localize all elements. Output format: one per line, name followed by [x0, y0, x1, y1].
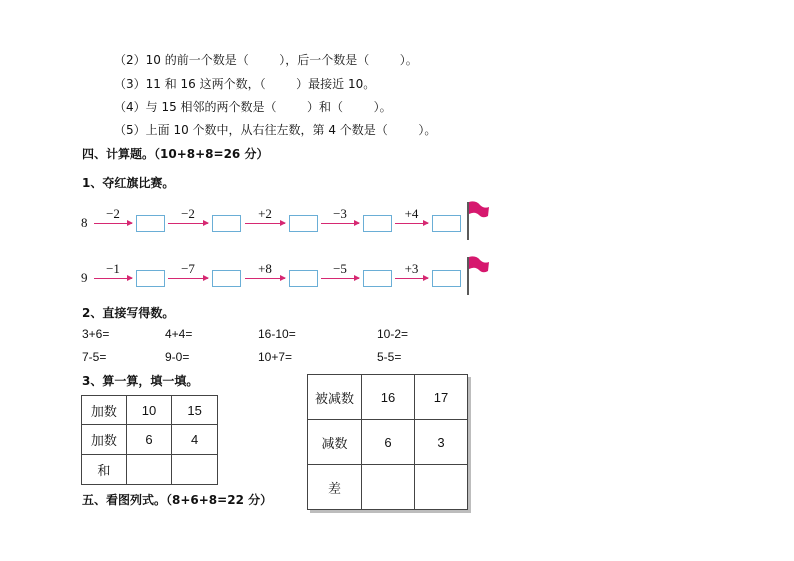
section-5-title: 五、看图列式。（8+6+8=22 分）: [82, 493, 273, 507]
arrow-icon: [245, 278, 285, 279]
red-flag-icon: [466, 201, 492, 241]
math-item: 16-10=: [258, 327, 296, 341]
table-cell: 16: [361, 375, 414, 420]
race-operation: −1: [106, 261, 120, 276]
answer-cell[interactable]: [361, 465, 414, 510]
answer-box[interactable]: [289, 270, 318, 287]
table-cell: 4: [172, 425, 218, 455]
answer-box[interactable]: [136, 215, 165, 232]
race-operation: −3: [333, 206, 347, 221]
race-operation: −7: [181, 261, 195, 276]
section-4-title: 四、计算题。（10+8+8=26 分）: [82, 147, 269, 161]
table-cell: 加数: [82, 396, 127, 425]
arrow-icon: [321, 278, 359, 279]
table-cell: 减数: [308, 420, 362, 465]
answer-box[interactable]: [136, 270, 165, 287]
arrow-icon: [94, 223, 132, 224]
table-cell: 6: [126, 425, 172, 455]
table-cell: 15: [172, 396, 218, 425]
q2-title: 2、直接写得数。: [82, 306, 175, 320]
table-cell: 被减数: [308, 375, 362, 420]
arrow-icon: [168, 278, 208, 279]
answer-box[interactable]: [212, 215, 241, 232]
answer-box[interactable]: [363, 270, 392, 287]
question-line-5: （5）上面 10 个数中，从右往左数，第 4 个数是（ ）。: [114, 123, 437, 137]
question-line-4: （4）与 15 相邻的两个数是（ ）和（ ）。: [114, 100, 392, 114]
race-operation: −2: [106, 206, 120, 221]
race-operation: +8: [258, 261, 272, 276]
q1-title: 1、夺红旗比赛。: [82, 176, 175, 190]
race-operation: −2: [181, 206, 195, 221]
math-item: 4+4=: [165, 327, 193, 341]
answer-box[interactable]: [212, 270, 241, 287]
math-item: 3+6=: [82, 327, 110, 341]
table-cell: 6: [361, 420, 414, 465]
math-item: 10+7=: [258, 350, 293, 364]
arrow-icon: [168, 223, 208, 224]
race-start-number: 8: [81, 215, 88, 230]
subtraction-table: [307, 374, 468, 510]
answer-cell[interactable]: [126, 455, 172, 485]
math-item: 5-5=: [377, 350, 402, 364]
arrow-icon: [395, 278, 428, 279]
math-item: 9-0=: [165, 350, 190, 364]
red-flag-icon: [466, 256, 492, 296]
answer-box[interactable]: [289, 215, 318, 232]
arrow-icon: [321, 223, 359, 224]
answer-box[interactable]: [363, 215, 392, 232]
answer-box[interactable]: [432, 215, 461, 232]
answer-box[interactable]: [432, 270, 461, 287]
answer-cell[interactable]: [172, 455, 218, 485]
arrow-icon: [245, 223, 285, 224]
arrow-icon: [94, 278, 132, 279]
arrow-icon: [395, 223, 428, 224]
table-cell: 差: [308, 465, 362, 510]
answer-cell[interactable]: [414, 465, 467, 510]
addition-table: [81, 395, 218, 485]
race-operation: +3: [404, 261, 419, 276]
q3-title: 3、算一算，填一填。: [82, 374, 199, 388]
race-operation: +2: [258, 206, 272, 221]
table-cell: 10: [126, 396, 172, 425]
table-cell: 17: [414, 375, 467, 420]
question-line-3: （3）11 和 16 这两个数，（ ）最接近 10。: [114, 77, 376, 91]
race-start-number: 9: [81, 270, 88, 285]
math-item: 10-2=: [377, 327, 409, 341]
race-operation: −5: [333, 261, 347, 276]
race-operation: +4: [404, 206, 419, 221]
table-cell: 3: [414, 420, 467, 465]
table-cell: 和: [82, 455, 127, 485]
question-line-2: （2）10 的前一个数是（ ），后一个数是（ ）。: [114, 53, 418, 67]
math-item: 7-5=: [82, 350, 107, 364]
table-cell: 加数: [82, 425, 127, 455]
